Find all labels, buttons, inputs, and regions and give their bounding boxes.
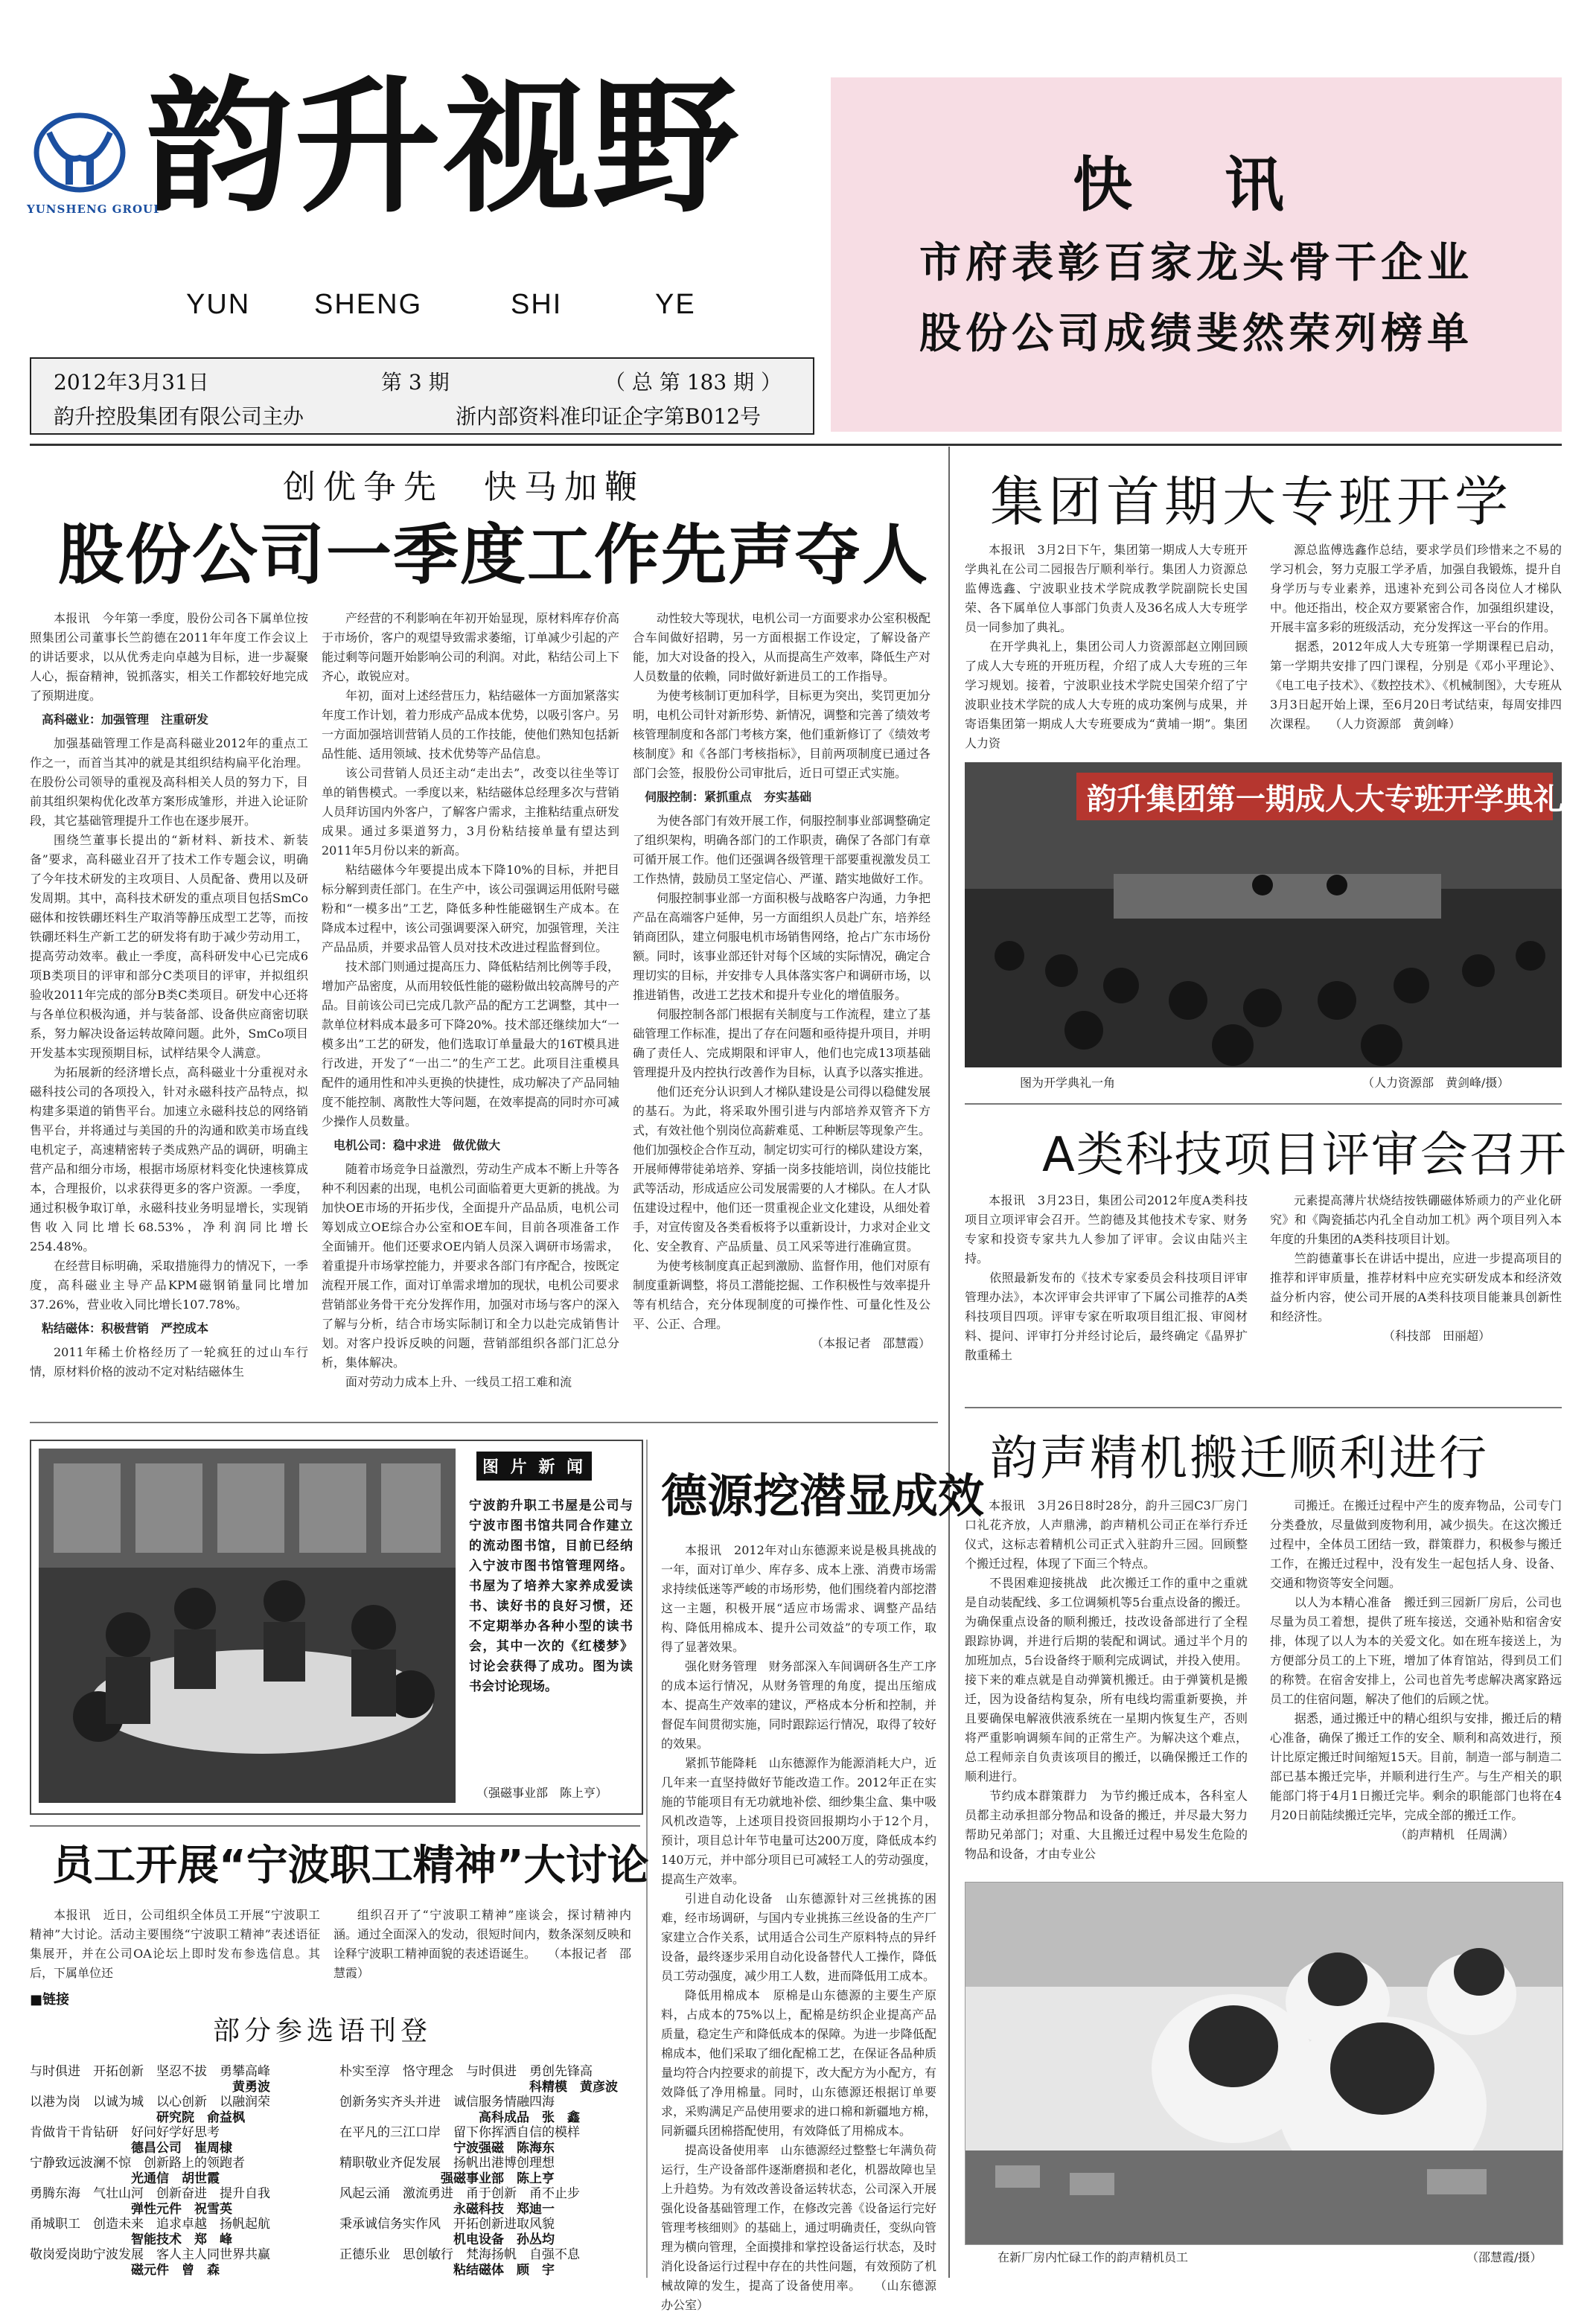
relocation-headline: 韵声精机搬迁顺利进行 [990,1431,1489,1487]
relocation-column-1 [965,1496,1248,1868]
reading-entry: 勇腾东海 气壮山河 创新奋进 提升自我 [30,2186,270,2201]
discussion-column-2 [333,1906,631,1987]
discussion-text-2: 组织召开了“宁波职工精神”座谈会，探讨精神内涵。通过全面深入的发动，很短时间内，数条深刻反映和诠释宁波职工精神面貌的表述语诞生。 （本报记者 邵慧霞） [333,1908,632,1980]
college-column-2 [1270,540,1562,749]
relocation-text-1: 本报讯 3月26日8时28分，韵升三园C3厂房门口礼花齐放，人声鼎沸，韵声精机公司正在举行乔迁仪式，这标志着精机公司正式入驻韵升三园。回顾整个搬迁过程，体现了下面三个特点。 不畏困难迎接挑战 此次搬迁工作的重中之重就是自动装配线、多工位调频机等5台重点设备的搬迁。为确保重点设备的顺利搬迁，技改设备部进行了全程跟踪协调，并进行后期的装配和调试。通过半个月的加班加点，5台设备终于顺利完成调试，并投入使用。接下来的难点就是自动弹簧机搬迁。由于弹簧机是搬迁，因为设备结构复杂，所有电线均需重新要换，并且要确保电解液供液系统在一星期内恢复生产，否则将严重影响调频车间的正常生产。为解决这个难点，总工程师亲自负责该项目的搬迁，以确保搬迁工作的顺利进行。 节约成本群策群力 为节约搬迁成本，各科室人员都主动承担部分物品和设备的搬迁，并尽最大努力帮助兄弟部门；对重、大且搬迁过程中易发生危险的物品和设备，才由专业公 [965,1498,1248,1861]
lead-paragraph: 本报讯 今年第一季度，股份公司各下属单位按照集团公司董事长竺韵德在2011年年度工作会议上的讲话要求，以从优秀走向卓越为目标，进一步凝聚人心，振奋精神，锐抓落实，相关工作都较好地完成了预期进度。 [30,611,308,703]
pinyin-shi: SHI [511,289,563,320]
lead-column-3 [633,609,931,1413]
reading-entry: 黄勇波 [30,2079,270,2095]
desheng-body [661,1541,949,2312]
desheng-paragraph: 降低用棉成本 原棉是山东德源的主要生产原料，占成本的75%以上，配棉是纺织企业提高产品质量，稳定生产和降低成本的保障。为进一步降低配棉成本，他们采取了细化配棉工艺，在保证各品种质量均符合内控要求的前提下，改大配方为小配方，有效降低了净用棉量。同时，山东德源还根据订单要求，采购满足产品使用要求的进口棉和新疆地方棉，同新疆兵团棉搭配使用，有效降低了用棉成本。 [661,1988,936,2138]
reading-entry: 智能技术 郑 峰 [30,2232,232,2247]
desheng-paragraph: 强化财务管理 财务部深入车间调研各生产工序的成本运行情况，从财务管理的角度，提出压缩成本、提高生产效率的建议，严格成本分析和控制，并督促车间贯彻实施，同时跟踪运行情况，取得了较好的效果。 [661,1659,936,1751]
lead-paragraph: 为拓展新的经济增长点，高科磁业十分重视对永磁科技公司的各项投入，针对永磁科技产品特点，拟构建多渠道的销售平台。加速立永磁科技总的网络销售平台，并将通过与美国的升的沟通和欧美市场直线电机定子，高速精密转子类成熟产品的调研，明确主营产品和细分市场，根据市场原材料变化快速核算成本，合理报价，以求获得更多的客户资源。一季度，通过积极争取订单，永磁科技业务明显增长，实现销售收入同比增长68.53%，净利润同比增长254.48%。 [30,1065,308,1254]
lead-paragraph: 伺服控制各部门根据有关制度与工作流程，建立了基础管理工作标准，提出了存在问题和亟待提升项目，并明确了责任人、完成期限和评审人，他们也完成13项基础管理提升及内控执行改善作为目标，认真予以落实推进。 [633,1007,931,1079]
workshop-caption: 在新厂房内忙碌工作的韵声精机员工 [998,2250,1189,2264]
pic-news-label: 图 片 新 闻 [476,1452,592,1481]
pic-news-credit: （强磁事业部 陈上亨） [476,1786,608,1800]
flash-title: 快 讯 [1073,150,1320,220]
lead-paragraph: 随着市场竞争日益激烈，劳动生产成本不断上升等各种不利因素的出现，电机公司面临着更大更新的挑战。为加快OE市场的开拓步伐，全面提升产品品质，电机公司筹划成立OE综合办公室和OE车间，目前各项准备工作全面铺开。他们还要求OE内销人员深入调研市场需求，着重提升市场掌控能力，并要求各部门有序配合，按既定流程开展工作，面对订单需求增加的现状，电机公司要求营销部业务骨干充分发挥作用，加强对市场与客户的深入了解与分析，结合市场实际制订和全力以赴完成销售计划。对客户投诉反映的问题，营销部组织各部门汇总分析，集体解决。 [322,1162,620,1370]
college-caption: 图为开学典礼一角 [1020,1076,1116,1090]
desheng-paragraph: 提高设备使用率 山东德源经过整整七年满负荷运行，生产设备部件逐渐磨损和老化，机器故障也呈上升趋势。为有效改善设备运转状态，公司深入开展强化设备基础管理工作，在修改完善《设备运行完好管理考核细则》的基础上，通过明确责任，变纵向管理为横向管理，全面摸排和掌控设备运行状态，及时消化设备运行过程中存在的共性问题，有效预防了机械故障的发生，提高了设备使用率。 （山东德源 办公室） [661,2143,949,2312]
relocation-column-2 [1270,1496,1562,1868]
issue-license: 浙内部资料准印证企字第B012号 [456,404,762,429]
reading-entry: 德昌公司 崔周棣 [30,2140,232,2156]
pinyin-yun: YUN [186,289,251,320]
lead-column-2 [322,609,619,1413]
college-text-1: 本报讯 3月2日下午，集团第一期成人大专班开学典礼在公司二园报告厅顺利举行。集团人力资源总监傅选鑫、宁波职业技术学院成教学院副院长史国荣、各下属单位人事部门负责人及36名成人大专班学员一同参加了典礼。 在开学典礼上，集团公司人力资源部赵立刚回顾了成人大专班的开班历程，介绍了成人大专班的三年学习规划。接着，宁波职业技术学院史国荣介绍了宁波职业技术学院的成人大专班的成功案例与成果，并寄语集团第一期成人大专班要成为“黄埔一期”。集团人力资 [965,543,1248,750]
desheng-paragraph: 本报讯 2012年对山东德源来说是极具挑战的一年，面对订单少、库存多、成本上涨、消费市场需求持续低迷等严峻的市场形势，他们围绕着内部挖潜这一主题，积极开展“适应市场需求、调整产品结构、降低用棉成本、提升公司效益”的专项工作，取得了显著效果。 [661,1543,936,1654]
college-banner: 韵升集团第一期成人大专班开学典礼 [1087,782,1563,817]
desheng-headline: 德源挖潜显成效 [661,1469,985,1523]
lead-paragraph: 伺服控制事业部一方面积极与战略客户沟通，力争把产品在高端客户延伸，另一方面组织人员赴广东，培养经销商团队，建立伺服电机市场销售网络，抢占广东市场份额。同时，该事业部还针对每个区域的实际情况，确定合理切实的目标，并安排专人具体落实客户和调研市场，以推进销售，改进工艺技术和提升专业化的增值服务。 [633,891,931,1002]
college-column-1 [965,540,1248,749]
lead-subhead: 粘结磁体：积极营销 严控成本 [42,1321,209,1335]
reading-entry: 弹性元件 祝雪英 [30,2201,232,2217]
discussion-top-rule [30,1825,640,1827]
lead-paragraph: 加强基础管理工作是高科磁业2012年的重点工作之一，而首当其冲的就是其组织结构扁平化治理。在股份公司领导的重视及高科相关人员的努力下，目前其组织架构优化改革方案形成雏形，并进入论证阶段，其它基础管理提升工作也在逐步展开。 [30,736,308,828]
tech-review-headline: A类科技项目评审会召开 [1042,1128,1568,1183]
desheng-paragraph: 紧抓节能降耗 山东德源作为能源消耗大户，近几年来一直坚持做好节能改造工作。2012年正在实施的节能项目有无功就地补偿、细纱集尘盒、集中吸风机改造等，上述项目投资回报期均小于12个月，预计，项目总计年节电量可达200万度，降低成本约140万元，并中部分项目已可减轻工人的劳动强度，提高生产效率。 [661,1756,936,1886]
link-tag: ■链接 [30,1992,70,2008]
reading-entry: 研究院 俞益枫 [30,2110,245,2125]
college-headline: 集团首期大专班开学 [990,470,1513,533]
reading-entry: 在平凡的三江口岸 留下你挥洒自信的模样 [339,2125,580,2140]
reading-entry: 光通信 胡世霞 [30,2171,220,2186]
lead-subhead: 伺服控制：紧抓重点 夯实基础 [645,790,812,804]
reading-entry: 机电设备 孙丛均 [339,2232,555,2247]
college-bottom-rule [965,1103,1562,1105]
issue-total: （ 总 第 183 期 ） [604,370,782,395]
flash-line-2: 股份公司成绩斐然荣列榜单 [919,309,1473,358]
lead-paragraph: 技术部门则通过提高压力、降低粘结剂比例等手段，增加产品密度，从而用较低性能的磁粉做出较高牌号的产品。目前该公司已完成几款产品的配方工艺调整，其中一款单位材料成本最多可下降20%。技术部还继续加大“一模多出”工艺的研发，他们选取订单量最大的16T模具进行改进，开发了“一出二”的生产工艺。此项目注重模具配件的通用性和冲头更换的快捷性，成功解决了产品同轴度不能控制、离散性大等问题，在效率提高的同时亦可减少操作人员数量。 [322,959,620,1128]
lead-paragraph: 粘结磁体今年要提出成本下降10%的目标，并把目标分解到责任部门。在生产中，该公司强调运用低附号磁粉和“一模多出”工艺，降低多种性能磁钢生产成本。在降成本过程中，该公司强调要深入研究，加强管理，关注产品品质，并要求品管人员对技术改进过程监督到位。 [322,863,620,954]
lead-subhead: 电机公司：稳中求进 做优做大 [333,1138,501,1152]
logo-caption: YUNSHENG GROUP [27,202,163,216]
issue-publisher: 韵升控股集团有限公司主办 [54,404,304,429]
lead-paragraph: 该公司营销人员还主动“走出去”，改变以往坐等订单的销售模式。一季度以来，粘结磁体总经理多次与营销人员拜访国内外客户，了解客户需求，主推粘结重点研发成果。通过多渠道努力，3月份粘结接单量有望达到2011年5月份以来的新高。 [322,766,620,858]
lead-paragraph: 面对劳动力成本上升、一线员工招工难和流 [345,1375,572,1389]
reading-entry: 磁元件 曾 森 [30,2262,220,2278]
reading-room-photo [39,1449,456,1803]
reading-entry: 秉承诚信务实作风 开拓创新进取风貌 [339,2217,555,2232]
lead-paragraph: 年初，面对上述经营压力，粘结磁体一方面加紧落实年度工作计划，着力形成产品成本优势，以吸引客户。另一方面加强培训营销人员的工作技能，使他们熟知包括新品性能、适用领域、技术优势等产品信息。 [322,689,620,761]
lead-kicker: 创优争先 快马加鞭 [283,468,645,506]
column-divider [948,447,950,2278]
flash-news-box [831,77,1562,432]
reading-entry: 高科成品 张 鑫 [339,2110,580,2125]
tech-review-column-1 [965,1191,1248,1392]
reading-entry: 与时俱进 开拓创新 坚忍不拔 勇攀高峰 [30,2064,270,2079]
workshop-photo-credit: （邵慧霞/摄） [1466,2250,1542,2264]
tech-review-bottom-rule [965,1407,1562,1408]
reading-entry: 永磁科技 郑迪一 [339,2201,555,2217]
discussion-headline: 员工开展“宁波职工精神”大讨论 [52,1842,649,1890]
pic-news-text: 宁波韵升职工书屋是公司与宁波市图书馆共同合作建立的流动图书馆，目前已经纳入宁波市图书馆管理网络。书屋为了培养大家养成爱读书、读好书的良好习惯，还不定期举办各种小型的读书会，其中一次的《红楼梦》讨论会获得了成功。图为读书会讨论现场。 [469,1498,633,1694]
reading-entry: 肯做肯干肯钻研 好问好学好思考 [30,2125,220,2140]
reading-entry: 宁静致远波澜不惊 创新路上的领跑者 [30,2156,245,2171]
lead-paragraph: 围绕竺董事长提出的“新材料、新技术、新装备”要求，高科磁业召开了技术工作专题会议，明确了今年技术研发的主攻项目、人员配备、费用以及研发周期。其中，高科技术研发的重点项目包括SmCo磁体和按铁硼坯料生产取消等静压成型工艺等，而按铁硼坯料生产新工艺的研发将有助于减少劳动用工，提高劳动效率。截止一季度，高科研发中心已完成6项B类项目的评审和部分C类项目的评审，并拟组织验收2011年完成的部分B类C类项目。研发中心还将与各单位积极沟通，并与装备部、设备供应商密切联系，努力解决设备运转故障问题。此外，SmCo项目开发基本实现预期目标，试样结果令人满意。 [30,833,308,1060]
reading-entry: 朴实至淳 恪守理念 与时俱进 勇创先锋高 [339,2064,593,2079]
masthead-title: 韵升视野 [146,62,742,233]
reading-entry: 敬岗爱岗助宁波发展 客人主人同世界共赢 [30,2247,270,2262]
reading-entry: 创新务实齐头并进 诚信服务情融四海 [339,2095,555,2110]
lead-paragraph: 为使考核制度真正起到激励、监督作用，他们对原有制度重新调整，将员工潜能挖掘、工作积极性与效率提升等有机结合，充分体现制度的可操作性、可量化性及公平、公正、合理。 [633,1259,931,1331]
lead-bottom-rule [30,1422,938,1423]
lead-byline: （本报记者 邵慧霞） [811,1336,931,1350]
reading-entry: 科精模 黄彦波 [339,2079,618,2095]
college-text-2: 源总监傅选鑫作总结，要求学员们珍惜来之不易的学习机会，努力克服工学矛盾，加强自我锻炼，提升自身学历与专业素养，迅速补充到公司各岗位人才梯队中。他还指出，校企双方要紧密合作，加强组织建设，开展丰富多彩的班级活动，充分发挥这一平台的作用。 据悉，2012年成人大专班第一学期课程已启动，第一学期共安排了四门课程，分别是《邓小平理论》、《电工电子技术》、《数控技术》、《机械制图》，大专班从3月3日起开始上课，至6月20日考试结束，每周安排四次课程。 （人力资源部 黄剑峰） [1270,543,1563,731]
masthead-rule [30,444,1562,446]
reading-entry: 甬城职工 创造未来 追求卓越 扬帆起航 [30,2217,270,2232]
reading-entry: 风起云涌 激流勇进 甬于创新 甬不止步 [339,2186,580,2201]
lead-paragraph: 产经营的不利影响在年初开始显现，原材料库存价高于市场价，客户的观望导致需求萎缩，订单减少引起的产能过剩等问题开始影响公司的利润。对此，粘结公司上下齐心，敢锐应对。 [322,611,620,683]
reading-entry: 宁波强磁 陈海东 [339,2140,555,2156]
discussion-text-1: 本报讯 近日，公司组织全体员工开展“宁波职工精神”大讨论。活动主要围绕“宁波职工精神”表述语征集展开，并在公司OA论坛上即时发布参选信息。其后，下属单位还 [30,1908,320,1980]
reading-entry: 精职敬业齐促发展 扬帆出港博创理想 [339,2156,555,2171]
lead-column-1 [30,609,308,1413]
discussion-column-1 [30,1906,320,1987]
lead-subhead: 高科磁业：加强管理 注重研发 [42,712,209,727]
tech-review-text-1: 本报讯 3月23日，集团公司2012年度A类科技项目立项评审会召开。竺韵德及其他技术专家、财务专家和投资专家共九人参加了评审。会议由陆兴主持。 依照最新发布的《技术专家委员会科技项目评审管理办法》，本次评审会共评审了下属公司推荐的A类科技项目四项。评审专家在听取项目组汇报、审阅材料、提问、评审打分并经讨论后，最终确定《晶界扩散重稀土 [965,1193,1248,1362]
tech-review-column-2 [1270,1191,1562,1392]
lead-paragraph: 在经营目标明确，采取措施得力的情况下，一季度，高科磁业主导产品KPM磁钢销量同比增加37.26%，营业收入同比增长107.78%。 [30,1259,308,1312]
lead-paragraph: 他们还充分认识到人才梯队建设是公司得以稳健发展的基石。为此，将采取外围引进与内部培养双管齐下方式，有效社他个别岗位高薪难觅、工种断层等现象产生。他们加强校企合作互动，制定切实可行的梯队建设方案，开展师傅带徒弟培养、穿插一岗多技能培训，岗位技能比武等活动，形成适应公司发展需要的人才梯队。在人才队伍建设过程中，他们还一贯重视企业文化建设，从细处着手，对宣传窗及各类看板将予以重新设计，力求对企业文化、安全教育、产品质量、员工风采等进行准确宣贯。 [633,1085,931,1254]
yunsheng-logo [33,112,127,194]
pinyin-ye: YE [655,289,696,320]
relocation-text-2: 司搬迁。在搬迁过程中产生的废弃物品，公司专门分类叠放，尽量做到废物利用，减少损失。在这次搬迁过程中，全体员工团结一致，群策群力，积极参与搬迁工作，在搬迁过程中，没有发生一起包括人身、设备、交通和物资等安全问题。 以人为本精心准备 搬迁到三园新厂房后，公司也尽量为员工着想，提供了班车接送，交通补贴和宿舍安排，体现了以人为本的关爱文化。如在班车接送上，为方便部分员工的上下班，增加了体育馆站，得到员工们的称赞。在宿舍安排上，公司也首先考虑解决离家路远员工的住宿问题，解决了他们的后顾之忧。 据悉，通过搬迁中的精心组织与安排，搬迁后的精心准备，确保了搬迁工作的安全、顺利和高效进行，预计比原定搬迁时间缩短15天。目前，制造一部与制造二部已基本搬迁完毕，并顺利进行生产。与生产相关的职能部门将于4月1日搬迁完毕。剩余的职能部门也将在4月20日前陆续搬迁完毕，完成全部的搬迁工作。 （韵声精机 任周满） [1270,1498,1562,1842]
college-photo-credit: （人力资源部 黄剑峰/摄） [1362,1076,1510,1090]
desheng-paragraph: 引进自动化设备 山东德源针对三丝挑拣的困难，经市场调研，与国内专业挑拣三丝设备的生产厂家建立合作关系，试用适合公司生产原料特点的异纤设备，最终逐步采用自动化设备替代人工操作，降低员工劳动强度，减少用工人数，进而降低用工成本。 [661,1891,936,1983]
reading-entry: 正德乐业 思创敏行 梵海扬帆 自强不息 [339,2247,580,2262]
reading-entry: 粘结磁体 顾 宇 [339,2262,555,2278]
lead-paragraph: 2011年稀土价格经历了一轮疯狂的过山车行情，原材料价格的波动不定对粘结磁体生 [30,1345,308,1379]
lead-paragraph: 为使考核制订更加科学，目标更为突出，奖罚更加分明，电机公司针对新形势、新情况，调整和完善了绩效考核管理制度和各部门考核方案，他们重新修订了《绩效考核制度》和《各部门考核指标》，目前两项制度已通过各部门会签，报股份公司审批后，近日可望正式实施。 [633,689,931,780]
flash-line-1: 市府表彰百家龙头骨干企业 [919,238,1473,287]
tech-review-text-2: 元素提高薄片状烧结按铁硼磁体矫顽力的产业化研究》和《陶瓷插芯内孔全自动加工机》两个项目列入本年度的升集团的A类科技项目计划。 竺韵德董事长在讲话中提出，应进一步提高项目的推荐和评审质量，推荐材料中应充实研发成本和经济效益分析内容，使公司开展的A类科技项目能兼具创新性和经济性。 （科技部 田丽超） [1270,1193,1562,1343]
reading-list-title: 部分参选语刊登 [213,2016,432,2046]
lead-paragraph: 为使各部门有效开展工作，伺服控制事业部调整确定了组织架构，明确各部门的工作职责，确保了各部门有章可循开展工作。他们还强调各级管理干部要重视激发员工工作热情，鼓励员工坚定信心、严谨、踏实地做好工作。 [633,814,931,886]
lead-headline: 股份公司一季度工作先声夺人 [58,517,930,593]
workshop-photo [965,1882,1563,2245]
issue-info-box [30,357,814,435]
reading-entry: 强磁事业部 陈上亨 [339,2171,555,2186]
issue-number: 第 3 期 [381,370,450,395]
issue-date: 2012年3月31日 [54,370,209,395]
pinyin-sheng: SHENG [314,289,423,320]
lead-paragraph: 动性较大等现状，电机公司一方面要求办公室积极配合车间做好招聘，另一方面根据工作设定，了解设备产能，加大对设备的投入，从而提高生产效率，降低生产对人员数量的依赖，同时做好新进员工的工作指导。 [633,611,931,683]
reading-entry: 以港为岗 以诚为城 以心创新 以融润荣 [30,2095,270,2110]
